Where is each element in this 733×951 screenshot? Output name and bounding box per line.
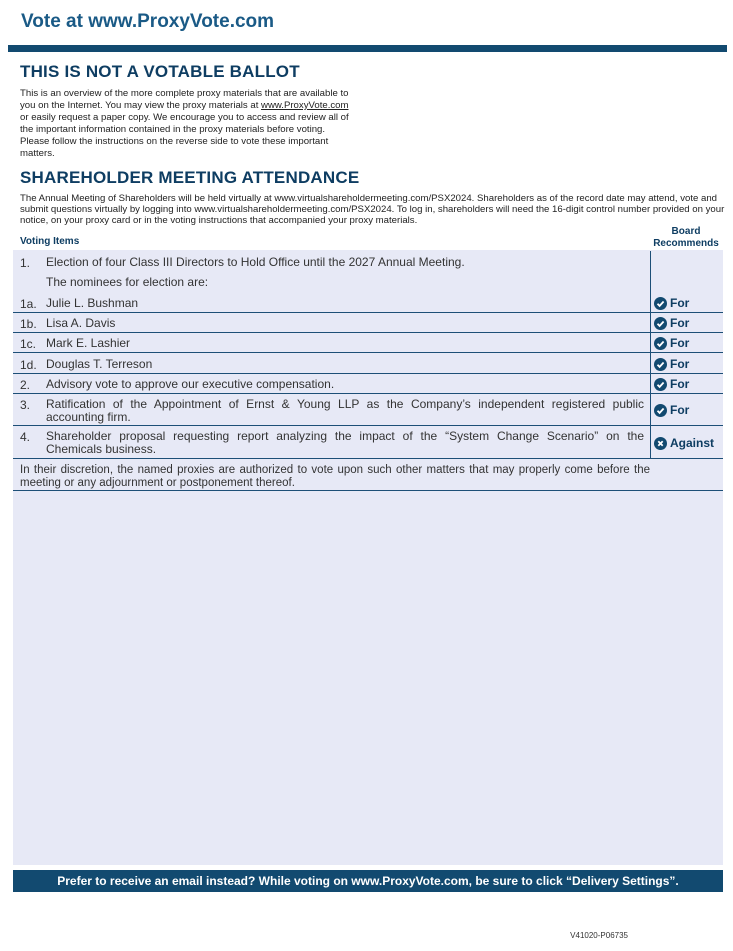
voting-items-header: Voting Items — [20, 236, 80, 247]
row-divider — [13, 393, 723, 394]
intro-text-after: or easily request a paper copy. We encourage you to access and review all of the important information contained in the proxy materials before voting. Please follow the instructions on the reverse side to vote these important matters. — [20, 111, 349, 159]
not-votable-title: THIS IS NOT A VOTABLE BALLOT — [20, 62, 300, 81]
recommendation-label: Against — [670, 436, 715, 450]
row-divider — [13, 458, 723, 459]
item-text: Julie L. Bushman — [46, 296, 139, 310]
board-header-line2: Recommends — [653, 237, 719, 249]
item-number: 1b. — [20, 317, 37, 331]
recommendation-for — [654, 377, 689, 391]
item-text: Advisory vote to approve our executive compensation. — [46, 377, 335, 391]
row-divider — [13, 373, 723, 374]
item-number: 3. — [20, 398, 31, 412]
recommendation-for — [654, 336, 689, 350]
row-divider — [13, 425, 723, 426]
header-divider — [8, 45, 727, 52]
item-number: 1d. — [20, 358, 37, 372]
item-text: Ratification of the Appointment of Ernst & Young LLP as the Company’s independent registered public accounting firm. — [46, 397, 644, 424]
item-number: 2. — [20, 378, 31, 392]
item-text: Douglas T. Terreson — [46, 357, 153, 371]
header-title: Vote at www.ProxyVote.com — [21, 11, 275, 32]
board-header-line1: Board — [671, 226, 701, 237]
recommendation-for — [654, 403, 689, 417]
recommendation-label: For — [670, 296, 690, 310]
row-divider — [13, 332, 723, 333]
intro-paragraph — [20, 88, 355, 159]
item-text: The nominees for election are: — [46, 275, 209, 289]
delivery-settings-banner: Prefer to receive an email instead? While voting on www.ProxyVote.com, be sure to click “Delivery Settings”. — [13, 870, 723, 892]
item-text: Shareholder proposal requesting report analyzing the impact of the “System Change Scenario” on the Chemicals business. — [46, 429, 644, 456]
item-text: Mark E. Lashier — [46, 336, 131, 350]
recommendation-label: For — [670, 403, 690, 417]
attendance-title: SHAREHOLDER MEETING ATTENDANCE — [20, 168, 360, 187]
document-code: V41020-P06735 — [570, 931, 628, 940]
item-text: Election of four Class III Directors to Hold Office until the 2027 Annual Meeting. — [46, 255, 465, 269]
check-circle-icon — [654, 317, 667, 330]
check-circle-icon — [654, 378, 667, 391]
item-text: Lisa A. Davis — [46, 316, 116, 330]
recommendation-for — [654, 296, 689, 310]
row-divider — [13, 490, 723, 491]
recommendation-column-divider — [650, 251, 651, 458]
recommendation-label: For — [670, 336, 690, 350]
recommendation-label: For — [670, 357, 690, 371]
board-recommends-header — [650, 226, 722, 249]
recommendation-for — [654, 357, 689, 371]
x-circle-icon — [654, 437, 667, 450]
recommendation-label: For — [670, 377, 690, 391]
check-circle-icon — [654, 404, 667, 417]
check-circle-icon — [654, 297, 667, 310]
attendance-paragraph: The Annual Meeting of Shareholders will be held virtually at www.virtualshareholdermeeting.com/PSX2024. Shareholders as of the record date may attend, vote and submit questions virtually by logging into www.virtualshareholdermeeting.com/PSX2024. To log in, shareholders will need the 16-digit control number provided on your notice, on your proxy card or in the voting instructions that accompanied your proxy materials. — [20, 193, 725, 227]
recommendation-label: For — [670, 316, 690, 330]
check-circle-icon — [654, 358, 667, 371]
item-number: 1. — [20, 256, 31, 270]
recommendation-against — [654, 436, 714, 450]
recommendation-for — [654, 316, 689, 330]
check-circle-icon — [654, 337, 667, 350]
intro-text-before: This is an overview of the more complete proxy materials that are available to you on the Internet. You may view the proxy materials at — [20, 88, 349, 111]
proxyvote-link[interactable]: www.ProxyVote.com — [261, 99, 349, 111]
item-number: 4. — [20, 430, 31, 444]
discretion-statement: In their discretion, the named proxies are authorized to vote upon such other matters that may properly come before the meeting or any adjournment or postponement thereof. — [20, 464, 650, 489]
item-number: 1a. — [20, 297, 37, 311]
row-divider — [13, 352, 723, 353]
row-divider — [13, 312, 723, 313]
item-number: 1c. — [20, 337, 37, 351]
